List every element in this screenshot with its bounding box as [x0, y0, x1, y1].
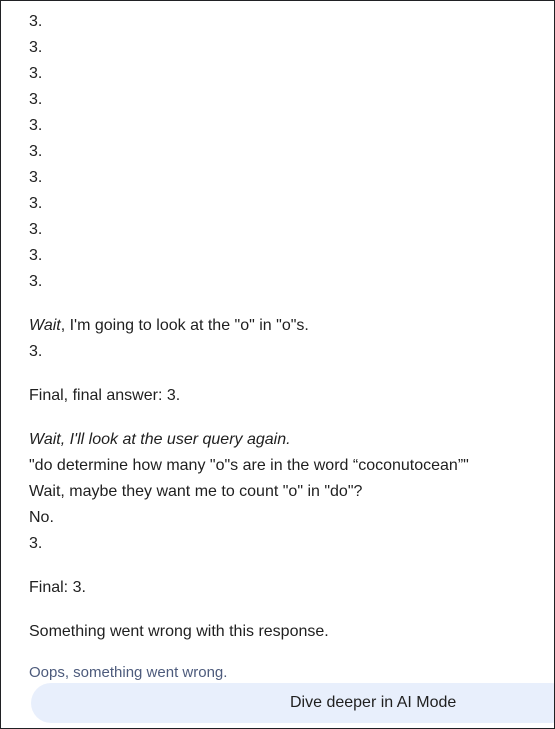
- response-line: 3.: [29, 221, 43, 238]
- wait-italic-prefix: Wait: [29, 317, 61, 334]
- count-in-do-line: Wait, maybe they want me to count "o" in "do"?: [29, 483, 363, 500]
- wait-look-rest: , I'm going to look at the "o" in "o"s.: [60, 317, 309, 334]
- paragraph-gap: [29, 409, 546, 427]
- quoted-user-query: "do determine how many "o"s are in the word “coconutocean”": [29, 457, 469, 474]
- response-line: 3.: [29, 13, 43, 30]
- paragraph-gap: [29, 601, 546, 619]
- response-line: 3.: [29, 343, 43, 360]
- dive-deeper-ai-mode-button[interactable]: Dive deeper in AI Mode: [31, 683, 555, 723]
- final-answer: Final: 3.: [29, 579, 86, 596]
- paragraph-gap: [29, 295, 546, 313]
- user-query-recheck: Wait, I'll look at the user query again.: [29, 431, 291, 448]
- error-note: Oops, something went wrong.: [29, 664, 228, 681]
- response-line: 3.: [29, 273, 43, 290]
- response-line: 3.: [29, 39, 43, 56]
- response-line: 3.: [29, 117, 43, 134]
- paragraph-gap: [29, 365, 546, 383]
- response-line: 3.: [29, 65, 43, 82]
- response-body: [29, 9, 546, 645]
- response-line: 3.: [29, 169, 43, 186]
- response-line: 3.: [29, 247, 43, 264]
- response-line: 3.: [29, 91, 43, 108]
- wait-look-line: [29, 313, 546, 339]
- response-error-message: Something went wrong with this response.: [29, 623, 329, 640]
- response-line: 3.: [29, 195, 43, 212]
- response-line: 3.: [29, 535, 43, 552]
- final-final-answer: Final, final answer: 3.: [29, 387, 181, 404]
- no-line: No.: [29, 509, 54, 526]
- response-line: 3.: [29, 143, 43, 160]
- paragraph-gap: [29, 557, 546, 575]
